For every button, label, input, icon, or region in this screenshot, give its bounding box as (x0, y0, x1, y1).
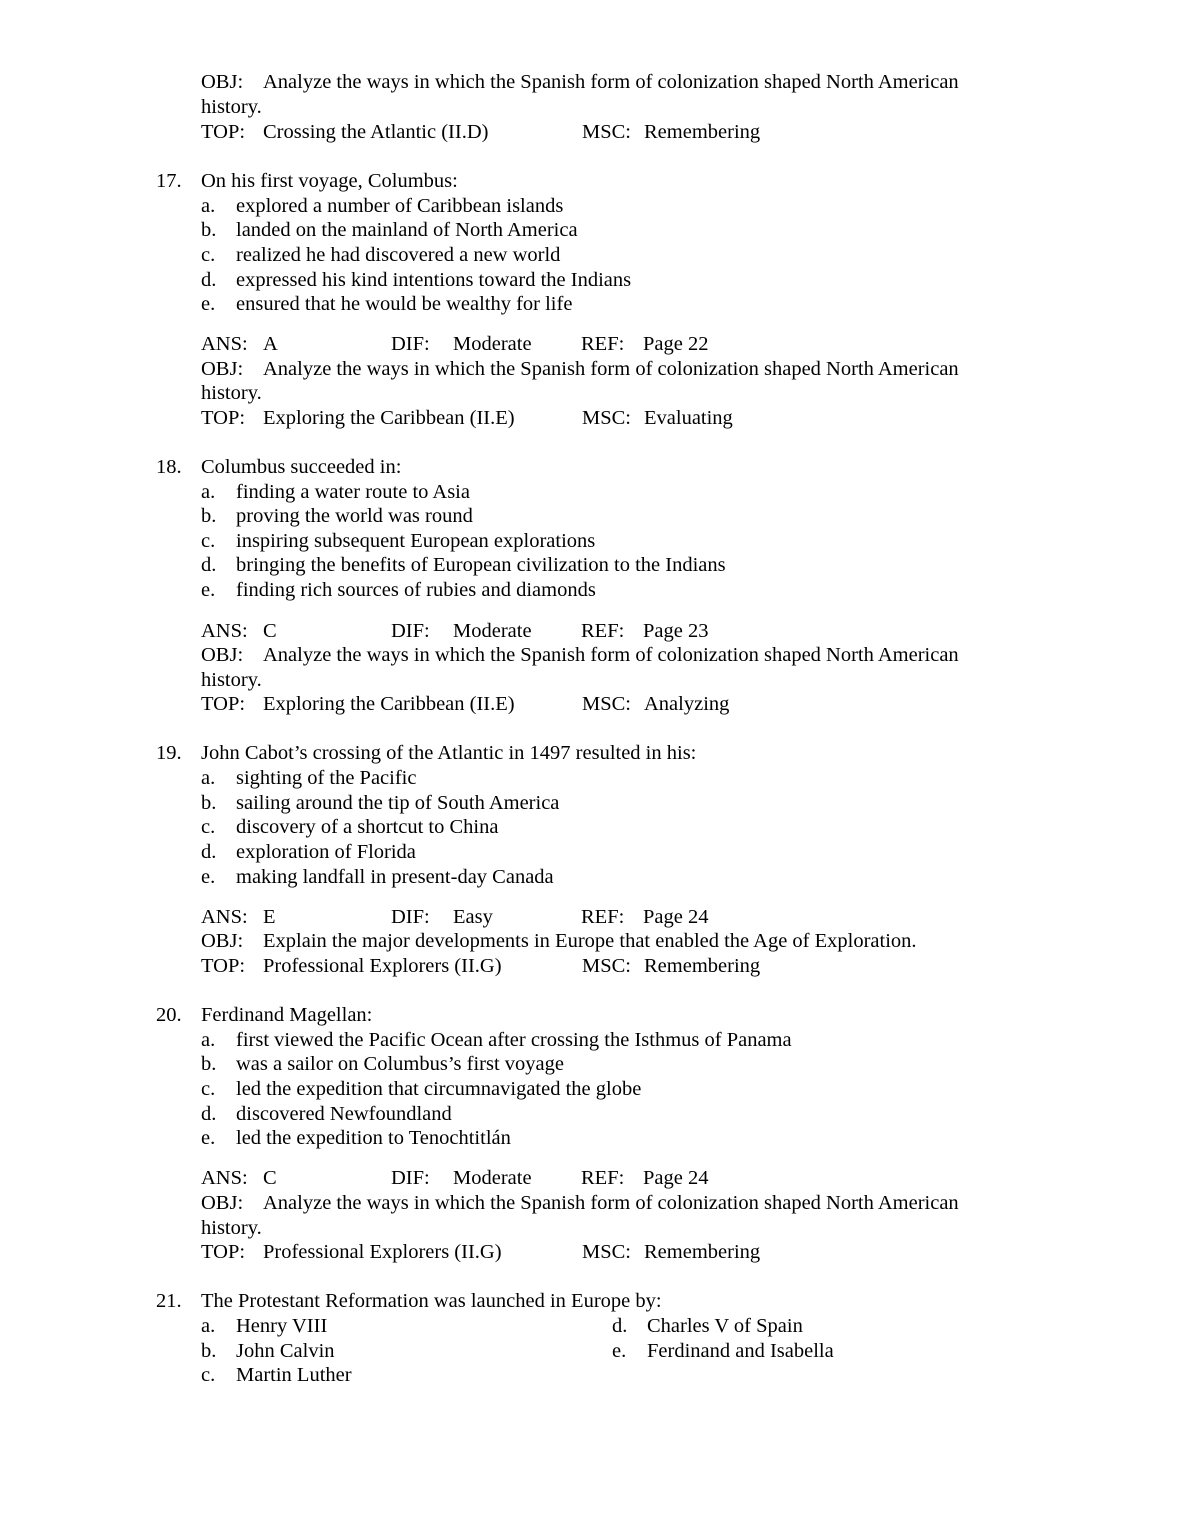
option-text: expressed his kind intentions toward the Indians (236, 269, 632, 291)
top-text: Professional Explorers (II.G) (263, 955, 502, 977)
obj-text: Explain the major developments in Europe that enabled the Age of Exploration. (263, 930, 917, 952)
msc-line (582, 692, 729, 717)
top-text: Professional Explorers (II.G) (263, 1241, 502, 1263)
option-letter: d. (201, 554, 217, 576)
ref-value: Page 22 (643, 333, 709, 355)
ans-value: E (263, 906, 276, 928)
question-stem: John Cabot’s crossing of the Atlantic in 1497 resulted in his: (201, 742, 697, 764)
obj-text: Analyze the ways in which the Spanish form of colonization shaped North American (263, 1192, 959, 1214)
question-number: 21. (156, 1290, 182, 1312)
dif-value: Moderate (453, 333, 532, 355)
question-stem: Columbus succeeded in: (201, 456, 402, 478)
obj-label: OBJ: (201, 1192, 244, 1214)
obj-text-continued: history. (201, 96, 262, 118)
ref-value: Page 23 (643, 620, 709, 642)
dif-label: DIF: (391, 1167, 430, 1189)
ans-label: ANS: (201, 620, 248, 642)
option-text: exploration of Florida (236, 841, 416, 863)
msc-text: Evaluating (644, 407, 733, 429)
option-letter: b. (201, 505, 217, 527)
option-letter: e. (201, 1127, 216, 1149)
option-letter: b. (201, 1340, 217, 1362)
option-letter: e. (201, 293, 216, 315)
ans-label: ANS: (201, 1167, 248, 1189)
option-letter: a. (201, 767, 216, 789)
obj-label: OBJ: (201, 358, 244, 380)
question-stem: On his first voyage, Columbus: (201, 170, 458, 192)
question-stem: Ferdinand Magellan: (201, 1004, 373, 1026)
option-letter: e. (201, 579, 216, 601)
obj-line (201, 1191, 959, 1216)
option-text: discovered Newfoundland (236, 1103, 452, 1125)
obj-text: Analyze the ways in which the Spanish form of colonization shaped North American (263, 358, 959, 380)
dif-value: Moderate (453, 1167, 532, 1189)
option-text: led the expedition to Tenochtitlán (236, 1127, 511, 1149)
option-letter: c. (201, 244, 216, 266)
question-stem: The Protestant Reformation was launched in Europe by: (201, 1290, 662, 1312)
dif-value: Moderate (453, 620, 532, 642)
option-text: realized he had discovered a new world (236, 244, 561, 266)
option-letter: a. (201, 195, 216, 217)
dif-label: DIF: (391, 620, 430, 642)
ans-value: A (263, 333, 278, 355)
answer-line (201, 332, 708, 357)
msc-line (582, 406, 733, 431)
option-letter: a. (201, 481, 216, 503)
option-text: proving the world was round (236, 505, 473, 527)
obj-text: Analyze the ways in which the Spanish form of colonization shaped North American (263, 644, 959, 666)
option-text: explored a number of Caribbean islands (236, 195, 564, 217)
msc-label: MSC: (582, 121, 631, 143)
obj-text: Analyze the ways in which the Spanish form of colonization shaped North American (263, 71, 959, 93)
option-text: making landfall in present-day Canada (236, 866, 554, 888)
ref-label: REF: (581, 333, 625, 355)
option-letter: a. (201, 1029, 216, 1051)
dif-label: DIF: (391, 333, 430, 355)
option-text: finding rich sources of rubies and diamonds (236, 579, 596, 601)
option-text: finding a water route to Asia (236, 481, 470, 503)
ref-label: REF: (581, 906, 625, 928)
ref-value: Page 24 (643, 1167, 709, 1189)
option-letter: c. (201, 816, 216, 838)
option-letter: b. (201, 219, 217, 241)
obj-label: OBJ: (201, 644, 244, 666)
option-letter: d. (201, 269, 217, 291)
msc-label: MSC: (582, 955, 631, 977)
option-letter: e. (201, 866, 216, 888)
obj-line (201, 70, 959, 95)
option-text: John Calvin (236, 1340, 335, 1362)
ref-label: REF: (581, 620, 625, 642)
option-letter: d. (612, 1315, 628, 1337)
option-text: inspiring subsequent European explorations (236, 530, 596, 552)
answer-line (201, 619, 708, 644)
msc-label: MSC: (582, 1241, 631, 1263)
top-line (201, 954, 502, 979)
top-label: TOP: (201, 121, 246, 143)
msc-line (582, 1240, 760, 1265)
ref-label: REF: (581, 1167, 625, 1189)
option-text: led the expedition that circumnavigated the globe (236, 1078, 642, 1100)
top-label: TOP: (201, 693, 246, 715)
msc-text: Remembering (644, 121, 761, 143)
msc-label: MSC: (582, 693, 631, 715)
question-number: 20. (156, 1004, 182, 1026)
top-line (201, 120, 488, 145)
option-text: Martin Luther (236, 1364, 352, 1386)
option-text: sailing around the tip of South America (236, 792, 560, 814)
option-text: first viewed the Pacific Ocean after crossing the Isthmus of Panama (236, 1029, 792, 1051)
top-text: Exploring the Caribbean (II.E) (263, 693, 515, 715)
msc-line (582, 954, 760, 979)
option-text: Ferdinand and Isabella (647, 1340, 834, 1362)
ans-label: ANS: (201, 906, 248, 928)
option-text: sighting of the Pacific (236, 767, 417, 789)
question-number: 17. (156, 170, 182, 192)
option-letter: d. (201, 1103, 217, 1125)
obj-text-continued: history. (201, 382, 262, 404)
top-label: TOP: (201, 1241, 246, 1263)
answer-line (201, 1166, 708, 1191)
top-line (201, 406, 515, 431)
option-letter: b. (201, 1053, 217, 1075)
top-text: Exploring the Caribbean (II.E) (263, 407, 515, 429)
option-text: bringing the benefits of European civilization to the Indians (236, 554, 726, 576)
top-line (201, 692, 515, 717)
obj-text-continued: history. (201, 669, 262, 691)
option-letter: d. (201, 841, 217, 863)
option-text: ensured that he would be wealthy for life (236, 293, 573, 315)
option-letter: e. (612, 1340, 627, 1362)
option-letter: c. (201, 1078, 216, 1100)
dif-label: DIF: (391, 906, 430, 928)
obj-label: OBJ: (201, 71, 244, 93)
top-line (201, 1240, 502, 1265)
answer-line (201, 905, 708, 930)
option-text: landed on the mainland of North America (236, 219, 578, 241)
option-text: discovery of a shortcut to China (236, 816, 499, 838)
ans-label: ANS: (201, 333, 248, 355)
top-label: TOP: (201, 407, 246, 429)
top-label: TOP: (201, 955, 246, 977)
obj-line (201, 643, 959, 668)
obj-text-continued: history. (201, 1217, 262, 1239)
obj-line (201, 929, 917, 954)
question-number: 19. (156, 742, 182, 764)
msc-text: Remembering (644, 955, 761, 977)
option-letter: b. (201, 792, 217, 814)
question-number: 18. (156, 456, 182, 478)
option-letter: c. (201, 530, 216, 552)
ans-value: C (263, 620, 277, 642)
msc-text: Remembering (644, 1241, 761, 1263)
option-letter: a. (201, 1315, 216, 1337)
obj-label: OBJ: (201, 930, 244, 952)
option-text: was a sailor on Columbus’s first voyage (236, 1053, 564, 1075)
obj-line (201, 357, 959, 382)
option-text: Henry VIII (236, 1315, 328, 1337)
msc-line (582, 120, 760, 145)
msc-label: MSC: (582, 407, 631, 429)
option-text: Charles V of Spain (647, 1315, 803, 1337)
dif-value: Easy (453, 906, 493, 928)
msc-text: Analyzing (644, 693, 730, 715)
top-text: Crossing the Atlantic (II.D) (263, 121, 489, 143)
option-letter: c. (201, 1364, 216, 1386)
ref-value: Page 24 (643, 906, 709, 928)
ans-value: C (263, 1167, 277, 1189)
